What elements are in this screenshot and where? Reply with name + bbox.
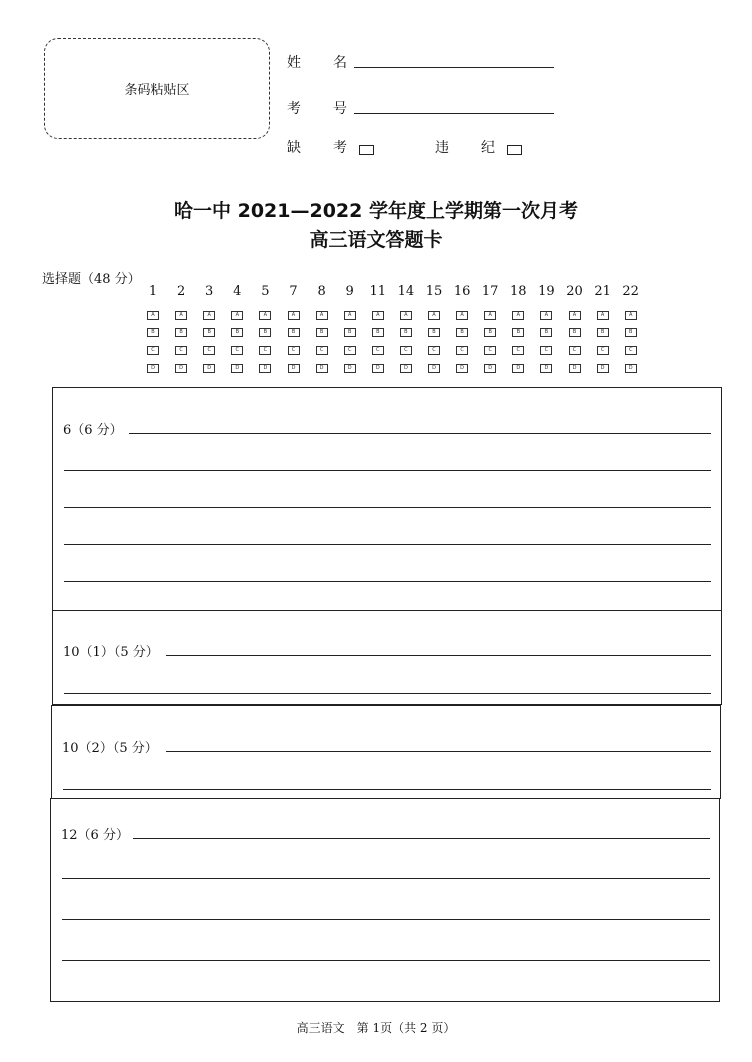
answer-bubble-q22-D[interactable]: D bbox=[625, 364, 637, 373]
question-number-4: 4 bbox=[233, 284, 242, 299]
answer-line[interactable] bbox=[64, 581, 711, 582]
answer-bubble-q8-C[interactable]: C bbox=[316, 346, 328, 355]
answer-bubble-q17-C[interactable]: C bbox=[484, 346, 496, 355]
question-number-8: 8 bbox=[317, 284, 326, 299]
answer-bubble-q4-C[interactable]: C bbox=[231, 346, 243, 355]
answer-bubble-q11-C[interactable]: C bbox=[372, 346, 384, 355]
question-number-16: 16 bbox=[453, 284, 471, 299]
answer-bubble-q9-B[interactable]: B bbox=[344, 328, 356, 337]
answer-line[interactable] bbox=[64, 470, 711, 471]
answer-section-10-2 bbox=[51, 705, 721, 799]
answer-bubble-q4-D[interactable]: D bbox=[231, 364, 243, 373]
answer-bubble-q7-D[interactable]: D bbox=[288, 364, 300, 373]
answer-bubble-q11-A[interactable]: A bbox=[372, 311, 384, 320]
violation-checkbox[interactable] bbox=[507, 139, 522, 158]
exam-id-field[interactable] bbox=[354, 113, 554, 114]
answer-bubble-q19-B[interactable]: B bbox=[540, 328, 552, 337]
answer-bubble-q5-C[interactable]: C bbox=[259, 346, 271, 355]
question-number-9: 9 bbox=[345, 284, 354, 299]
answer-bubble-q18-C[interactable]: C bbox=[512, 346, 524, 355]
answer-bubble-q19-D[interactable]: D bbox=[540, 364, 552, 373]
answer-bubble-q15-D[interactable]: D bbox=[428, 364, 440, 373]
answer-bubble-q7-B[interactable]: B bbox=[288, 328, 300, 337]
answer-bubble-q3-C[interactable]: C bbox=[203, 346, 215, 355]
section-label: 6（6 分） bbox=[63, 423, 123, 438]
answer-bubble-q11-D[interactable]: D bbox=[372, 364, 384, 373]
answer-bubble-q20-B[interactable]: B bbox=[569, 328, 581, 337]
answer-line[interactable] bbox=[62, 960, 710, 961]
answer-bubble-q1-D[interactable]: D bbox=[147, 364, 159, 373]
id-label-char2: 号 bbox=[333, 101, 347, 117]
answer-bubble-q17-A[interactable]: A bbox=[484, 311, 496, 320]
section-label: 10（2）（5 分） bbox=[62, 741, 158, 756]
answer-bubble-q5-A[interactable]: A bbox=[259, 311, 271, 320]
answer-section-6 bbox=[52, 387, 722, 611]
answer-bubble-q14-B[interactable]: B bbox=[400, 328, 412, 337]
answer-bubble-q3-A[interactable]: A bbox=[203, 311, 215, 320]
answer-bubble-q3-D[interactable]: D bbox=[203, 364, 215, 373]
answer-line[interactable] bbox=[63, 789, 711, 790]
answer-bubble-q22-C[interactable]: C bbox=[625, 346, 637, 355]
answer-bubble-q3-B[interactable]: B bbox=[203, 328, 215, 337]
answer-line[interactable] bbox=[166, 655, 711, 656]
answer-bubble-q1-C[interactable]: C bbox=[147, 346, 159, 355]
question-number-2: 2 bbox=[176, 284, 186, 299]
answer-bubble-q1-B[interactable]: B bbox=[147, 328, 159, 337]
question-number-7: 7 bbox=[289, 284, 298, 299]
answer-bubble-q15-A[interactable]: A bbox=[428, 311, 440, 320]
answer-bubble-q5-D[interactable]: D bbox=[259, 364, 271, 373]
answer-bubble-q19-C[interactable]: C bbox=[540, 346, 552, 355]
section-label: 10（1）（5 分） bbox=[63, 645, 159, 660]
answer-bubble-q15-C[interactable]: C bbox=[428, 346, 440, 355]
answer-bubble-q22-B[interactable]: B bbox=[625, 328, 637, 337]
name-label-char1: 姓 bbox=[287, 55, 301, 71]
answer-bubble-q8-A[interactable]: A bbox=[316, 311, 328, 320]
answer-bubble-q4-B[interactable]: B bbox=[231, 328, 243, 337]
answer-line[interactable] bbox=[166, 751, 711, 752]
page-footer: 高三语文 第 1页（共 2 页） bbox=[296, 1021, 456, 1035]
answer-bubble-q21-B[interactable]: B bbox=[597, 328, 609, 337]
answer-line[interactable] bbox=[64, 544, 711, 545]
answer-line[interactable] bbox=[133, 838, 710, 839]
answer-bubble-q19-A[interactable]: A bbox=[540, 311, 552, 320]
answer-section-12 bbox=[50, 798, 720, 1002]
answer-bubble-q11-B[interactable]: B bbox=[372, 328, 384, 337]
answer-bubble-q2-B[interactable]: B bbox=[175, 328, 187, 337]
exam-subtitle: 高三语文答题卡 bbox=[309, 229, 443, 251]
answer-bubble-q18-B[interactable]: B bbox=[512, 328, 524, 337]
question-number-17: 17 bbox=[481, 284, 499, 299]
question-number-3: 3 bbox=[205, 284, 214, 299]
exam-title: 哈一中 2021—2022 学年度上学期第一次月考 bbox=[174, 200, 578, 222]
answer-bubble-q20-C[interactable]: C bbox=[569, 346, 581, 355]
answer-line[interactable] bbox=[64, 507, 711, 508]
answer-bubble-q9-A[interactable]: A bbox=[344, 311, 356, 320]
question-number-20: 20 bbox=[566, 284, 583, 299]
mcq-label: 选择题（48 分） bbox=[42, 272, 141, 287]
answer-bubble-q21-A[interactable]: A bbox=[597, 311, 609, 320]
question-number-5: 5 bbox=[261, 284, 270, 299]
id-label-char1: 考 bbox=[287, 101, 301, 117]
answer-bubble-q21-C[interactable]: C bbox=[597, 346, 609, 355]
answer-line[interactable] bbox=[64, 693, 711, 694]
barcode-area-label: 条码粘贴区 bbox=[124, 83, 190, 98]
answer-bubble-q18-A[interactable]: A bbox=[512, 311, 524, 320]
answer-bubble-q20-D[interactable]: D bbox=[569, 364, 581, 373]
section-label: 12（6 分） bbox=[61, 828, 129, 843]
question-number-18: 18 bbox=[510, 284, 527, 299]
absent-label-char2: 考 bbox=[333, 140, 347, 156]
answer-bubble-q7-C[interactable]: C bbox=[288, 346, 300, 355]
answer-bubble-q8-B[interactable]: B bbox=[316, 328, 328, 337]
answer-bubble-q22-A[interactable]: A bbox=[625, 311, 637, 320]
question-number-1: 1 bbox=[148, 284, 158, 299]
answer-bubble-q14-A[interactable]: A bbox=[400, 311, 412, 320]
answer-bubble-q15-B[interactable]: B bbox=[428, 328, 440, 337]
answer-bubble-q20-A[interactable]: A bbox=[569, 311, 581, 320]
absent-checkbox[interactable] bbox=[359, 139, 374, 158]
name-label-char2: 名 bbox=[333, 55, 347, 71]
answer-bubble-q2-D[interactable]: D bbox=[175, 364, 187, 373]
question-number-21: 21 bbox=[594, 284, 611, 299]
name-field[interactable] bbox=[354, 67, 554, 68]
violation-label-char2: 纪 bbox=[481, 140, 495, 156]
answer-section-10-1 bbox=[52, 610, 722, 705]
question-number-15: 15 bbox=[425, 284, 443, 299]
answer-bubble-q8-D[interactable]: D bbox=[316, 364, 328, 373]
answer-bubble-q7-A[interactable]: A bbox=[288, 311, 300, 320]
answer-bubble-q14-C[interactable]: C bbox=[400, 346, 412, 355]
answer-bubble-q21-D[interactable]: D bbox=[597, 364, 609, 373]
answer-bubble-q17-B[interactable]: B bbox=[484, 328, 496, 337]
answer-bubble-q4-A[interactable]: A bbox=[231, 311, 243, 320]
answer-bubble-q16-D[interactable]: D bbox=[456, 364, 468, 373]
answer-bubble-q5-B[interactable]: B bbox=[259, 328, 271, 337]
answer-bubble-q16-A[interactable]: A bbox=[456, 311, 468, 320]
answer-bubble-q1-A[interactable]: A bbox=[147, 311, 159, 320]
answer-bubble-q9-D[interactable]: D bbox=[344, 364, 356, 373]
answer-bubble-q16-B[interactable]: B bbox=[456, 328, 468, 337]
question-number-22: 22 bbox=[622, 284, 639, 299]
answer-bubble-q18-D[interactable]: D bbox=[512, 364, 524, 373]
answer-bubble-q9-C[interactable]: C bbox=[344, 346, 356, 355]
question-number-11: 11 bbox=[369, 284, 387, 299]
answer-bubble-q14-D[interactable]: D bbox=[400, 364, 412, 373]
answer-line[interactable] bbox=[62, 878, 710, 879]
violation-label-char1: 违 bbox=[435, 140, 449, 156]
barcode-area bbox=[44, 38, 270, 139]
answer-bubble-q16-C[interactable]: C bbox=[456, 346, 468, 355]
answer-bubble-q17-D[interactable]: D bbox=[484, 364, 496, 373]
absent-label-char1: 缺 bbox=[287, 140, 301, 156]
answer-bubble-q2-A[interactable]: A bbox=[175, 311, 187, 320]
question-number-14: 14 bbox=[397, 284, 415, 299]
question-number-19: 19 bbox=[538, 284, 555, 299]
answer-line[interactable] bbox=[62, 919, 710, 920]
answer-bubble-q2-C[interactable]: C bbox=[175, 346, 187, 355]
answer-line[interactable] bbox=[129, 433, 711, 434]
